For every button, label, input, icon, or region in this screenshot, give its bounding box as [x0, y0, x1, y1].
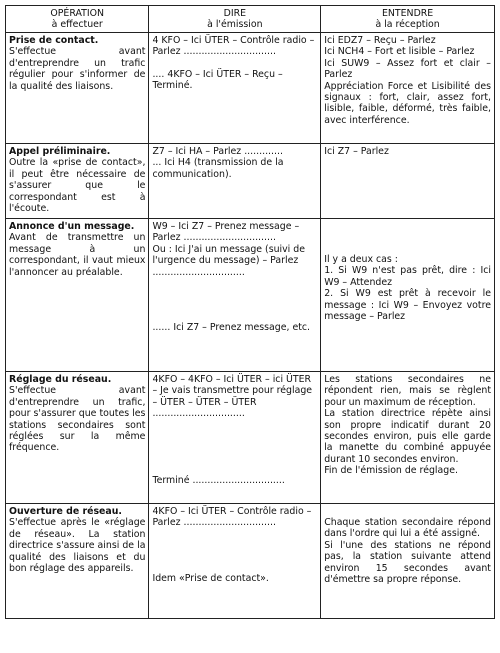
- hear-cell: [321, 33, 495, 144]
- hear-line: Il y a deux cas :: [324, 254, 398, 265]
- say-cell: [149, 504, 321, 619]
- operation-desc: Avant de transmettre un message à un correspondant, il vaut mieux l'annoncer au préalable.: [9, 232, 146, 278]
- hear-line: La station directrice répète ainsi son propre indicatif durant 20 secondes environ, puis elle garde la manette du combiné appuyée durant 10 secondes environ.: [324, 408, 491, 465]
- say-line: 4KFO – Ici ÜTER – Contrôle radio – Parlez ...............................: [152, 506, 312, 529]
- say-line: W9 – Ici Z7 – Prenez message – Parlez ...............................: [152, 221, 300, 244]
- operation-desc: S'effectue avant d'entreprendre un trafic régulier pour s'informer de la qualité des liaisons.: [9, 46, 146, 92]
- say-line: 4 KFO – Ici ÜTER – Contrôle radio – Parlez ...............................: [152, 35, 315, 58]
- hear-line: Ici EDZ7 – Reçu – Parlez: [324, 35, 436, 46]
- say-line: .... 4KFO – Ici ÜTER – Reçu – Terminé.: [152, 68, 283, 92]
- hear-line: Les stations secondaires ne répondent rien, mais se règlent pour un maximum de réception.: [324, 374, 491, 408]
- say-cell: [149, 33, 321, 144]
- header-hear: [321, 6, 495, 33]
- table-row: [6, 33, 495, 144]
- header-hear-sub: à la réception: [375, 19, 440, 30]
- header-row: [6, 6, 495, 33]
- operation-title: Annonce d'un message.: [9, 221, 135, 232]
- operation-title: Réglage du réseau.: [9, 374, 112, 385]
- hear-cell: [321, 144, 495, 219]
- header-hear-title: ENTENDRE: [381, 8, 434, 19]
- hear-cell: [321, 504, 495, 619]
- header-operation: [6, 6, 149, 33]
- say-cell: [149, 219, 321, 372]
- operation-cell: [6, 33, 149, 144]
- procedure-table: [5, 5, 495, 619]
- say-line: 4KFO – 4KFO – Ici ÜTER – ici ÜTER – Je vais transmettre pour réglage – ÜTER – ÜTER – ÜTER ...............................: [152, 374, 313, 420]
- header-say-sub: à l'émission: [207, 19, 263, 30]
- operation-cell: [6, 504, 149, 619]
- say-line: Ou : Ici J'ai un message (suivi de l'urgence du message) – Parlez ...............................: [152, 243, 305, 278]
- hear-line: Ici SUW9 – Assez fort et clair – Parlez: [324, 57, 491, 81]
- header-operation-sub: à effectuer: [51, 19, 103, 30]
- operation-cell: [6, 219, 149, 372]
- header-say: [149, 6, 321, 33]
- hear-line: 2. Si W9 est prêt à recevoir le message : Ici W9 – Envoyez votre message – Parlez: [324, 288, 491, 323]
- say-line: Idem «Prise de contact».: [152, 572, 269, 584]
- header-operation-title: OPÉRATION: [50, 8, 105, 19]
- say-line: ...... Ici Z7 – Prenez message, etc.: [152, 322, 311, 334]
- hear-cell: [321, 219, 495, 372]
- hear-line: Chaque station secondaire répond dans l'ordre qui lui a été assigné.: [324, 517, 491, 540]
- hear-line: Ici NCH4 – Fort et lisible – Parlez: [324, 46, 475, 58]
- operation-cell: [6, 144, 149, 219]
- hear-line: 1. Si W9 n'est pas prêt, dire : Ici W9 – Attendez: [324, 265, 491, 288]
- hear-line: Si l'une des stations ne répond pas, la station suivante attend environ 15 secondes avant d'émettre sa propre réponse.: [324, 539, 491, 586]
- header-say-title: DIRE: [223, 8, 247, 19]
- operation-desc: Outre la «prise de contact», il peut être nécessaire de s'assurer que le correspondant est à l'écoute.: [9, 157, 146, 215]
- operation-desc: S'effectue après le «réglage de réseau». La station directrice s'assure ainsi de la qualité des liaisons et du bon réglage des appareils.: [9, 517, 146, 575]
- say-cell: [149, 144, 321, 219]
- hear-line: Appréciation Force et Lisibilité des signaux : fort, clair, assez fort, lisible, faible, déformé, très faible, avec interférence.: [324, 80, 491, 126]
- table-row: [6, 504, 495, 619]
- hear-line: Ici Z7 – Parlez: [324, 146, 389, 157]
- hear-line: Fin de l'émission de réglage.: [324, 465, 458, 477]
- operation-title: Prise de contact.: [9, 35, 99, 46]
- table-row: [6, 372, 495, 504]
- hear-cell: [321, 372, 495, 504]
- table-row: [6, 144, 495, 219]
- operation-desc: S'effectue avant d'entreprendre un trafic, pour s'assurer que toutes les stations secondaires sont réglées sur la même fréquence.: [9, 385, 146, 454]
- say-cell: [149, 372, 321, 504]
- operation-cell: [6, 372, 149, 504]
- say-line: Z7 – Ici HA – Parlez .............: [152, 146, 283, 157]
- say-line: ... Ici H4 (transmission de la communication).: [152, 157, 284, 180]
- table-row: [6, 219, 495, 372]
- operation-title: Appel préliminaire.: [9, 146, 111, 157]
- operation-title: Ouverture de réseau.: [9, 506, 122, 517]
- say-line: Terminé ...............................: [152, 474, 285, 486]
